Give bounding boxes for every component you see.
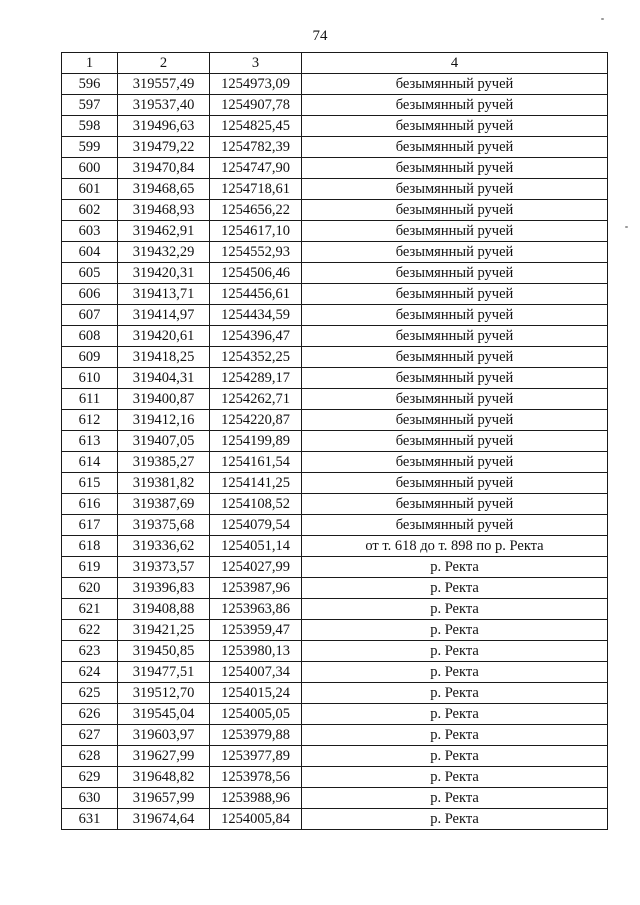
y-coordinate-cell: 1253977,89 <box>210 746 302 767</box>
y-coordinate-cell: 1254199,89 <box>210 431 302 452</box>
table-row <box>62 473 608 494</box>
description-cell: безымянный ручей <box>302 473 608 494</box>
y-coordinate-cell: 1253959,47 <box>210 620 302 641</box>
table-row <box>62 116 608 137</box>
description-cell: р. Ректа <box>302 704 608 725</box>
x-coordinate-cell: 319404,31 <box>118 368 210 389</box>
description-cell: р. Ректа <box>302 809 608 830</box>
x-coordinate-cell: 319537,40 <box>118 95 210 116</box>
x-coordinate-cell: 319407,05 <box>118 431 210 452</box>
y-coordinate-cell: 1254079,54 <box>210 515 302 536</box>
point-number-cell: 601 <box>62 179 118 200</box>
table-row <box>62 620 608 641</box>
point-number-cell: 615 <box>62 473 118 494</box>
y-coordinate-cell: 1254007,34 <box>210 662 302 683</box>
table-row <box>62 704 608 725</box>
point-number-cell: 621 <box>62 599 118 620</box>
description-cell: безымянный ручей <box>302 221 608 242</box>
x-coordinate-cell: 319408,88 <box>118 599 210 620</box>
x-coordinate-cell: 319674,64 <box>118 809 210 830</box>
table-row <box>62 200 608 221</box>
table-row <box>62 242 608 263</box>
x-coordinate-cell: 319418,25 <box>118 347 210 368</box>
table-row <box>62 767 608 788</box>
point-number-cell: 622 <box>62 620 118 641</box>
description-cell: безымянный ручей <box>302 95 608 116</box>
y-coordinate-cell: 1253987,96 <box>210 578 302 599</box>
point-number-cell: 630 <box>62 788 118 809</box>
point-number-cell: 614 <box>62 452 118 473</box>
description-cell: безымянный ручей <box>302 200 608 221</box>
y-coordinate-cell: 1254289,17 <box>210 368 302 389</box>
y-coordinate-cell: 1254161,54 <box>210 452 302 473</box>
x-coordinate-cell: 319381,82 <box>118 473 210 494</box>
table-body <box>62 74 608 830</box>
description-cell: безымянный ручей <box>302 137 608 158</box>
y-coordinate-cell: 1253988,96 <box>210 788 302 809</box>
table-row <box>62 137 608 158</box>
description-cell: р. Ректа <box>302 788 608 809</box>
x-coordinate-cell: 319512,70 <box>118 683 210 704</box>
y-coordinate-cell: 1254617,10 <box>210 221 302 242</box>
x-coordinate-cell: 319477,51 <box>118 662 210 683</box>
y-coordinate-cell: 1254456,61 <box>210 284 302 305</box>
table-row <box>62 305 608 326</box>
point-number-cell: 597 <box>62 95 118 116</box>
x-coordinate-cell: 319462,91 <box>118 221 210 242</box>
table-row <box>62 179 608 200</box>
y-coordinate-cell: 1254907,78 <box>210 95 302 116</box>
column-header-4: 4 <box>302 53 608 74</box>
description-cell: безымянный ручей <box>302 116 608 137</box>
description-cell: безымянный ручей <box>302 389 608 410</box>
point-number-cell: 626 <box>62 704 118 725</box>
table-row <box>62 746 608 767</box>
column-header-1: 1 <box>62 53 118 74</box>
point-number-cell: 602 <box>62 200 118 221</box>
description-cell: безымянный ручей <box>302 431 608 452</box>
y-coordinate-cell: 1253980,13 <box>210 641 302 662</box>
point-number-cell: 607 <box>62 305 118 326</box>
x-coordinate-cell: 319420,31 <box>118 263 210 284</box>
table-row <box>62 95 608 116</box>
y-coordinate-cell: 1254396,47 <box>210 326 302 347</box>
y-coordinate-cell: 1254782,39 <box>210 137 302 158</box>
description-cell: безымянный ручей <box>302 410 608 431</box>
y-coordinate-cell: 1254141,25 <box>210 473 302 494</box>
point-number-cell: 623 <box>62 641 118 662</box>
description-cell: безымянный ручей <box>302 347 608 368</box>
point-number-cell: 616 <box>62 494 118 515</box>
description-cell: безымянный ручей <box>302 74 608 95</box>
table-row <box>62 536 608 557</box>
point-number-cell: 611 <box>62 389 118 410</box>
x-coordinate-cell: 319421,25 <box>118 620 210 641</box>
table-row <box>62 641 608 662</box>
table-row <box>62 683 608 704</box>
point-number-cell: 609 <box>62 347 118 368</box>
description-cell: р. Ректа <box>302 725 608 746</box>
y-coordinate-cell: 1254352,25 <box>210 347 302 368</box>
y-coordinate-cell: 1254973,09 <box>210 74 302 95</box>
table-row <box>62 494 608 515</box>
table-row <box>62 221 608 242</box>
description-cell: р. Ректа <box>302 746 608 767</box>
point-number-cell: 628 <box>62 746 118 767</box>
x-coordinate-cell: 319450,85 <box>118 641 210 662</box>
y-coordinate-cell: 1254220,87 <box>210 410 302 431</box>
description-cell: безымянный ручей <box>302 179 608 200</box>
description-cell: безымянный ручей <box>302 305 608 326</box>
x-coordinate-cell: 319479,22 <box>118 137 210 158</box>
point-number-cell: 631 <box>62 809 118 830</box>
y-coordinate-cell: 1254825,45 <box>210 116 302 137</box>
point-number-cell: 619 <box>62 557 118 578</box>
point-number-cell: 612 <box>62 410 118 431</box>
x-coordinate-cell: 319557,49 <box>118 74 210 95</box>
point-number-cell: 598 <box>62 116 118 137</box>
y-coordinate-cell: 1253979,88 <box>210 725 302 746</box>
point-number-cell: 613 <box>62 431 118 452</box>
table-row <box>62 578 608 599</box>
table-row <box>62 662 608 683</box>
column-header-2: 2 <box>118 53 210 74</box>
y-coordinate-cell: 1254005,84 <box>210 809 302 830</box>
point-number-cell: 627 <box>62 725 118 746</box>
description-cell: р. Ректа <box>302 662 608 683</box>
x-coordinate-cell: 319413,71 <box>118 284 210 305</box>
description-cell: безымянный ручей <box>302 284 608 305</box>
scan-speck <box>601 18 604 20</box>
coordinates-table <box>61 52 608 830</box>
x-coordinate-cell: 319603,97 <box>118 725 210 746</box>
description-cell: безымянный ручей <box>302 263 608 284</box>
table-row <box>62 599 608 620</box>
y-coordinate-cell: 1254108,52 <box>210 494 302 515</box>
x-coordinate-cell: 319385,27 <box>118 452 210 473</box>
y-coordinate-cell: 1254262,71 <box>210 389 302 410</box>
y-coordinate-cell: 1253978,56 <box>210 767 302 788</box>
point-number-cell: 599 <box>62 137 118 158</box>
table-row <box>62 557 608 578</box>
y-coordinate-cell: 1254552,93 <box>210 242 302 263</box>
point-number-cell: 629 <box>62 767 118 788</box>
point-number-cell: 608 <box>62 326 118 347</box>
point-number-cell: 606 <box>62 284 118 305</box>
table-row <box>62 809 608 830</box>
y-coordinate-cell: 1254506,46 <box>210 263 302 284</box>
description-cell: р. Ректа <box>302 599 608 620</box>
description-cell: р. Ректа <box>302 641 608 662</box>
x-coordinate-cell: 319414,97 <box>118 305 210 326</box>
table-row <box>62 284 608 305</box>
table-row <box>62 431 608 452</box>
description-cell: безымянный ручей <box>302 242 608 263</box>
x-coordinate-cell: 319375,68 <box>118 515 210 536</box>
description-cell: безымянный ручей <box>302 368 608 389</box>
y-coordinate-cell: 1253963,86 <box>210 599 302 620</box>
table-row <box>62 347 608 368</box>
x-coordinate-cell: 319648,82 <box>118 767 210 788</box>
point-number-cell: 605 <box>62 263 118 284</box>
description-cell: р. Ректа <box>302 767 608 788</box>
x-coordinate-cell: 319545,04 <box>118 704 210 725</box>
description-cell: безымянный ручей <box>302 452 608 473</box>
table-row <box>62 452 608 473</box>
description-cell: р. Ректа <box>302 683 608 704</box>
y-coordinate-cell: 1254051,14 <box>210 536 302 557</box>
x-coordinate-cell: 319627,99 <box>118 746 210 767</box>
point-number-cell: 618 <box>62 536 118 557</box>
y-coordinate-cell: 1254747,90 <box>210 158 302 179</box>
table-row <box>62 788 608 809</box>
point-number-cell: 624 <box>62 662 118 683</box>
point-number-cell: 620 <box>62 578 118 599</box>
x-coordinate-cell: 319412,16 <box>118 410 210 431</box>
x-coordinate-cell: 319496,63 <box>118 116 210 137</box>
x-coordinate-cell: 319336,62 <box>118 536 210 557</box>
table-row <box>62 158 608 179</box>
description-cell: безымянный ручей <box>302 494 608 515</box>
y-coordinate-cell: 1254656,22 <box>210 200 302 221</box>
table-row <box>62 389 608 410</box>
y-coordinate-cell: 1254015,24 <box>210 683 302 704</box>
x-coordinate-cell: 319470,84 <box>118 158 210 179</box>
table-row <box>62 326 608 347</box>
description-cell: безымянный ручей <box>302 158 608 179</box>
x-coordinate-cell: 319396,83 <box>118 578 210 599</box>
description-cell: безымянный ручей <box>302 326 608 347</box>
point-number-cell: 617 <box>62 515 118 536</box>
point-number-cell: 600 <box>62 158 118 179</box>
x-coordinate-cell: 319387,69 <box>118 494 210 515</box>
description-cell: от т. 618 до т. 898 по р. Ректа <box>302 536 608 557</box>
point-number-cell: 596 <box>62 74 118 95</box>
table-row <box>62 725 608 746</box>
x-coordinate-cell: 319468,93 <box>118 200 210 221</box>
table-row <box>62 74 608 95</box>
point-number-cell: 610 <box>62 368 118 389</box>
y-coordinate-cell: 1254005,05 <box>210 704 302 725</box>
point-number-cell: 603 <box>62 221 118 242</box>
x-coordinate-cell: 319420,61 <box>118 326 210 347</box>
description-cell: безымянный ручей <box>302 515 608 536</box>
column-header-3: 3 <box>210 53 302 74</box>
table-row <box>62 515 608 536</box>
table-header-row <box>62 53 608 74</box>
x-coordinate-cell: 319400,87 <box>118 389 210 410</box>
description-cell: р. Ректа <box>302 578 608 599</box>
y-coordinate-cell: 1254718,61 <box>210 179 302 200</box>
y-coordinate-cell: 1254027,99 <box>210 557 302 578</box>
scan-speck <box>625 226 628 228</box>
x-coordinate-cell: 319657,99 <box>118 788 210 809</box>
y-coordinate-cell: 1254434,59 <box>210 305 302 326</box>
table-row <box>62 263 608 284</box>
point-number-cell: 625 <box>62 683 118 704</box>
table-row <box>62 410 608 431</box>
description-cell: р. Ректа <box>302 557 608 578</box>
page-number: 74 <box>312 28 328 44</box>
x-coordinate-cell: 319468,65 <box>118 179 210 200</box>
description-cell: р. Ректа <box>302 620 608 641</box>
x-coordinate-cell: 319373,57 <box>118 557 210 578</box>
point-number-cell: 604 <box>62 242 118 263</box>
table-row <box>62 368 608 389</box>
x-coordinate-cell: 319432,29 <box>118 242 210 263</box>
